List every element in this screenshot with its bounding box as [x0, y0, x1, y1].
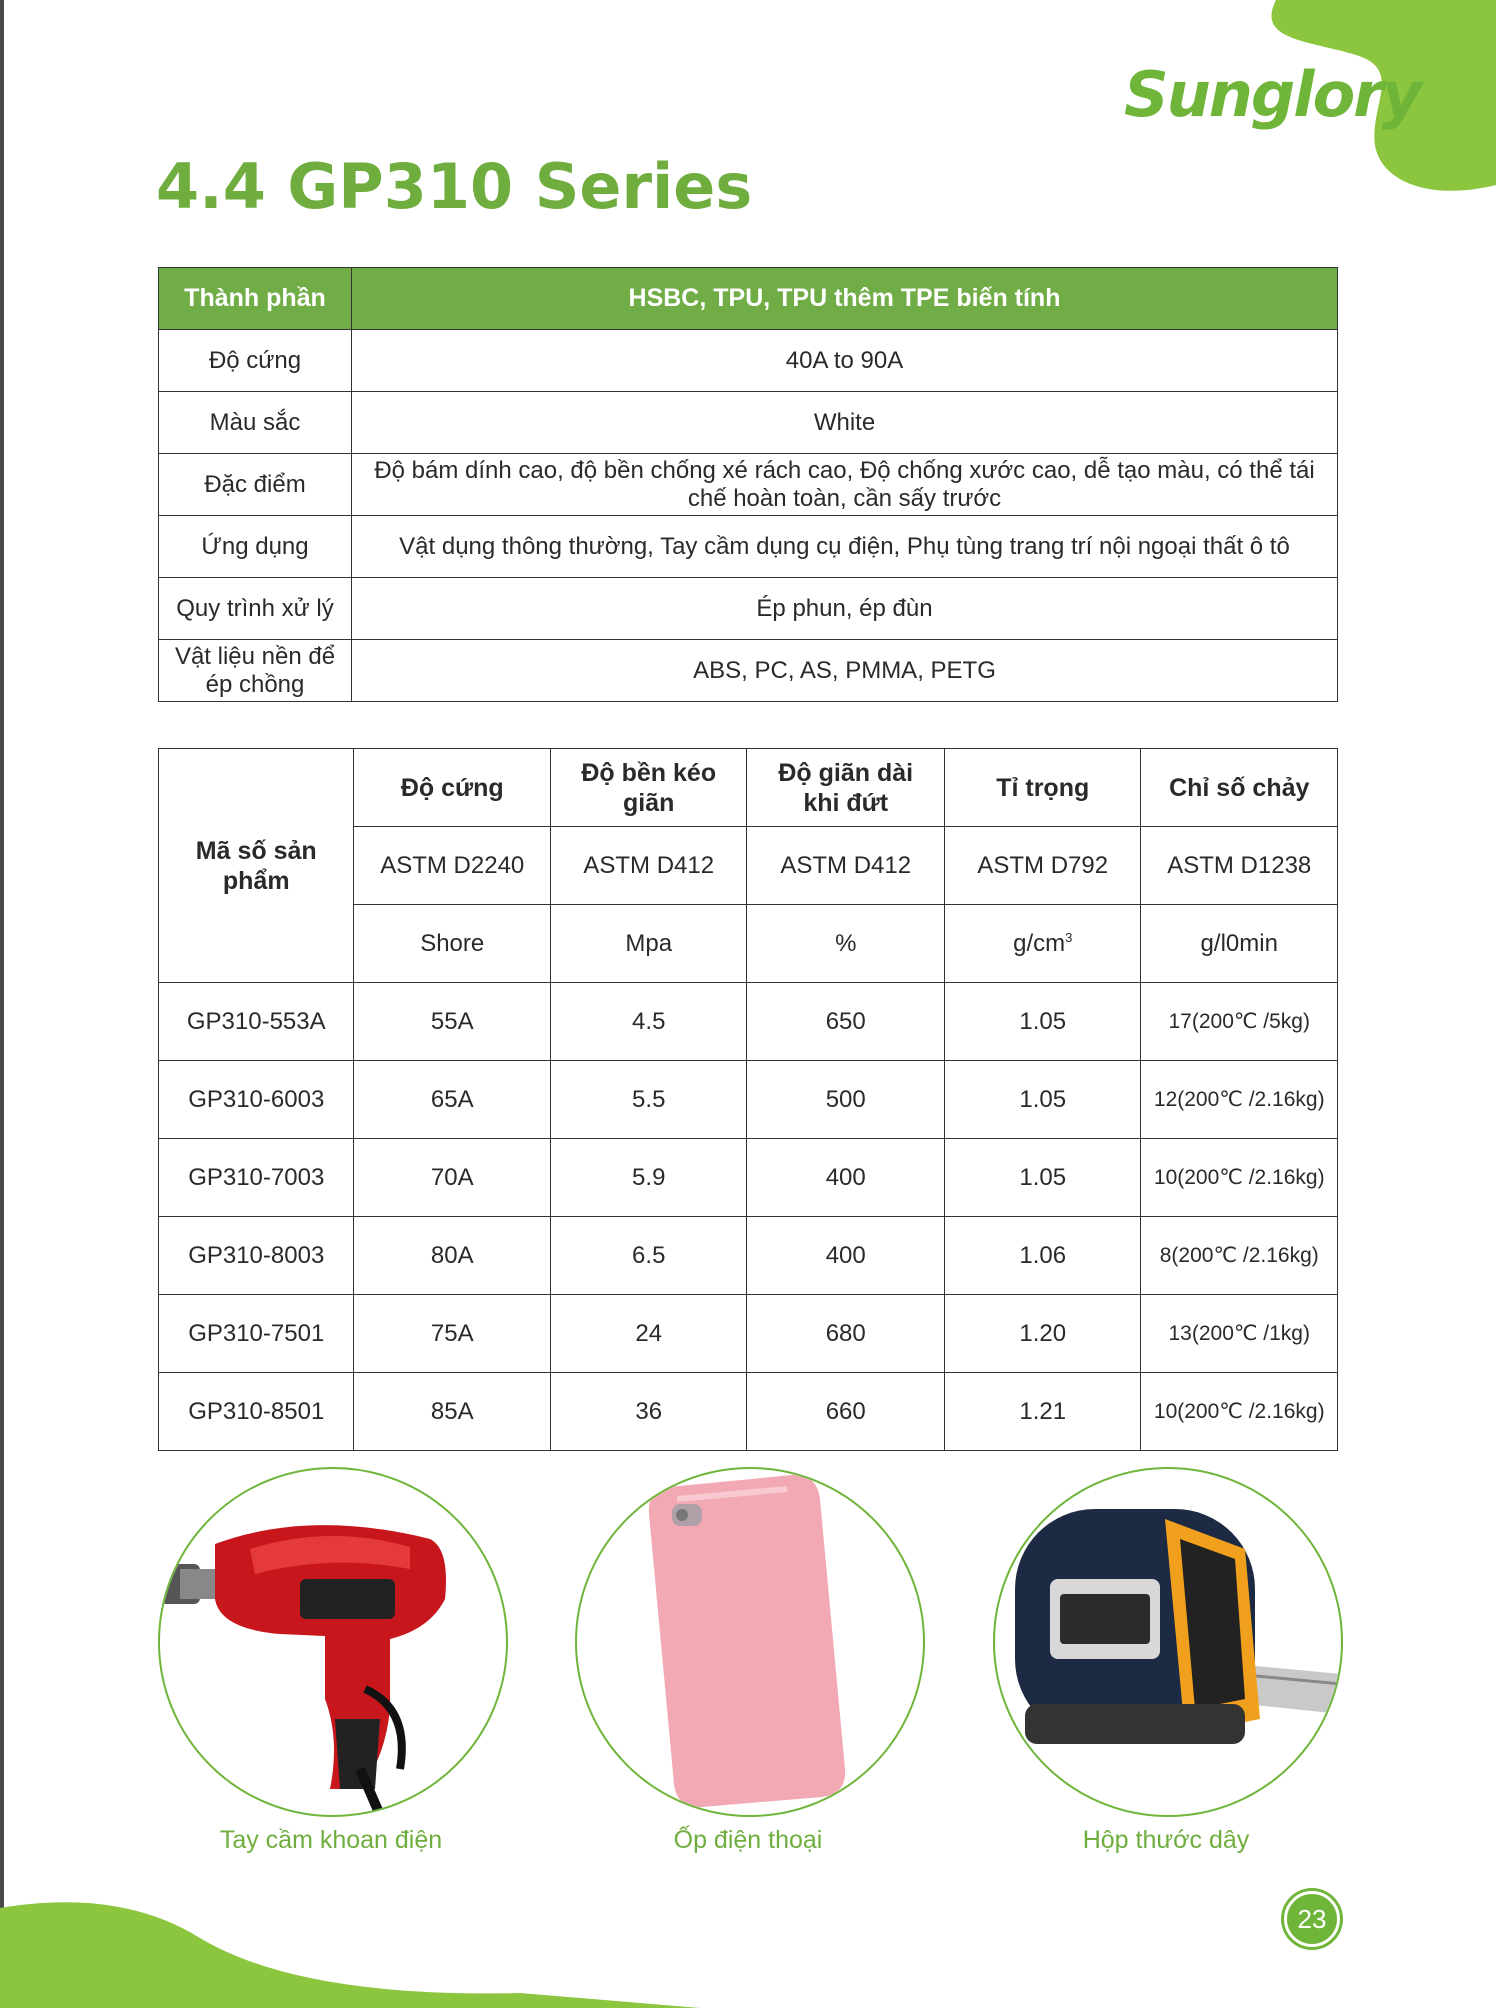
product-code-cell: GP310-6003 [159, 1061, 354, 1139]
table-cell: 400 [747, 1139, 945, 1217]
table-row [159, 1061, 1338, 1139]
application-caption: Ốp điện thoại [673, 1826, 823, 1854]
unit-cell: g/l0min [1141, 905, 1338, 983]
application-caption: Hộp thước dây [1082, 1826, 1250, 1854]
spec-header-value: HSBC, TPU, TPU thêm TPE biến tính [352, 268, 1338, 330]
table-cell: 55A [354, 983, 551, 1061]
table-cell: 36 [550, 1373, 747, 1451]
table-row [159, 1295, 1338, 1373]
column-header: Tỉ trọng [944, 749, 1141, 827]
page-edge [0, 0, 4, 2008]
product-table [158, 748, 1338, 1451]
table-cell: 660 [747, 1373, 945, 1451]
table-row [159, 1217, 1338, 1295]
spec-value: White [352, 392, 1338, 454]
spec-value: 40A to 90A [352, 330, 1338, 392]
standard-cell: ASTM D2240 [354, 827, 551, 905]
table-cell: 1.21 [944, 1373, 1141, 1451]
spec-row [159, 640, 1338, 702]
table-cell: 8(200℃ /2.16kg) [1141, 1217, 1338, 1295]
standard-cell: ASTM D412 [550, 827, 747, 905]
spec-row [159, 454, 1338, 516]
column-header: Độ bền kéo giãn [550, 749, 747, 827]
table-cell: 5.5 [550, 1061, 747, 1139]
drill-image [158, 1467, 508, 1817]
product-code-cell: GP310-553A [159, 983, 354, 1061]
table-cell: 10(200℃ /2.16kg) [1141, 1139, 1338, 1217]
table-cell: 680 [747, 1295, 945, 1373]
table-cell: 1.05 [944, 1139, 1141, 1217]
table-row [159, 1139, 1338, 1217]
product-header-row [159, 749, 1338, 827]
table-cell: 5.9 [550, 1139, 747, 1217]
table-cell: 24 [550, 1295, 747, 1373]
table-cell: 500 [747, 1061, 945, 1139]
spec-value: Độ bám dính cao, độ bền chống xé rách cao, Độ chống xước cao, dễ tạo màu, có thể tái chế hoàn toàn, cần sấy trước [352, 454, 1338, 516]
brand-logo: Sunglory [1124, 58, 1421, 131]
tape-measure-icon [995, 1469, 1341, 1815]
spec-label: Độ cứng [159, 330, 352, 392]
unit-cell: Shore [354, 905, 551, 983]
column-header: Độ cứng [354, 749, 551, 827]
density-unit: g/cm [1013, 929, 1066, 957]
table-cell: 400 [747, 1217, 945, 1295]
spec-table [158, 267, 1338, 702]
spec-row [159, 578, 1338, 640]
product-rows [159, 983, 1338, 1451]
table-cell: 17(200℃ /5kg) [1141, 983, 1338, 1061]
spec-label: Đặc điểm [159, 454, 352, 516]
product-code-cell: GP310-7501 [159, 1295, 354, 1373]
spec-value: Ép phun, ép đùn [352, 578, 1338, 640]
spec-row [159, 330, 1338, 392]
product-code-cell: GP310-8501 [159, 1373, 354, 1451]
table-row [159, 983, 1338, 1061]
standard-cell: ASTM D412 [747, 827, 945, 905]
spec-label: Quy trình xử lý [159, 578, 352, 640]
table-cell: 13(200℃ /1kg) [1141, 1295, 1338, 1373]
spec-label: Vật liệu nền để ép chồng [159, 640, 352, 702]
table-cell: 10(200℃ /2.16kg) [1141, 1373, 1338, 1451]
product-code-header: Mã số sản phẩm [159, 749, 354, 983]
table-row [159, 1373, 1338, 1451]
column-header: Chỉ số chảy [1141, 749, 1338, 827]
spec-header-row [159, 268, 1338, 330]
unit-cell: Mpa [550, 905, 747, 983]
table-cell: 1.20 [944, 1295, 1141, 1373]
page-title: 4.4 GP310 Series [156, 150, 753, 223]
decorative-wave-bottom [0, 1848, 700, 2008]
density-unit-superscript: 3 [1065, 929, 1073, 945]
spec-row [159, 392, 1338, 454]
table-cell: 6.5 [550, 1217, 747, 1295]
table-cell: 85A [354, 1373, 551, 1451]
table-cell: 80A [354, 1217, 551, 1295]
standard-cell: ASTM D1238 [1141, 827, 1338, 905]
standard-cell: ASTM D792 [944, 827, 1141, 905]
spec-value: ABS, PC, AS, PMMA, PETG [352, 640, 1338, 702]
table-cell: 1.06 [944, 1217, 1141, 1295]
table-cell: 4.5 [550, 983, 747, 1061]
table-cell: 65A [354, 1061, 551, 1139]
tape-measure-image [993, 1467, 1343, 1817]
column-header: Độ giãn dài khi đứt [747, 749, 945, 827]
phone-case-image [575, 1467, 925, 1817]
product-code-cell: GP310-7003 [159, 1139, 354, 1217]
table-cell: 12(200℃ /2.16kg) [1141, 1061, 1338, 1139]
table-cell: 70A [354, 1139, 551, 1217]
table-cell: 75A [354, 1295, 551, 1373]
page-number: 23 [1284, 1891, 1340, 1947]
spec-value: Vật dụng thông thường, Tay cầm dụng cụ điện, Phụ tùng trang trí nội ngoại thất ô tô [352, 516, 1338, 578]
spec-header-label: Thành phần [159, 268, 352, 330]
unit-cell: % [747, 905, 945, 983]
spec-label: Ứng dụng [159, 516, 352, 578]
spec-label: Màu sắc [159, 392, 352, 454]
unit-cell [944, 905, 1141, 983]
table-cell: 1.05 [944, 1061, 1141, 1139]
application-caption: Tay cầm khoan điện [219, 1826, 443, 1854]
drill-icon [160, 1469, 506, 1815]
phone-case-icon [577, 1469, 923, 1815]
spec-row [159, 516, 1338, 578]
table-cell: 650 [747, 983, 945, 1061]
product-code-cell: GP310-8003 [159, 1217, 354, 1295]
table-cell: 1.05 [944, 983, 1141, 1061]
